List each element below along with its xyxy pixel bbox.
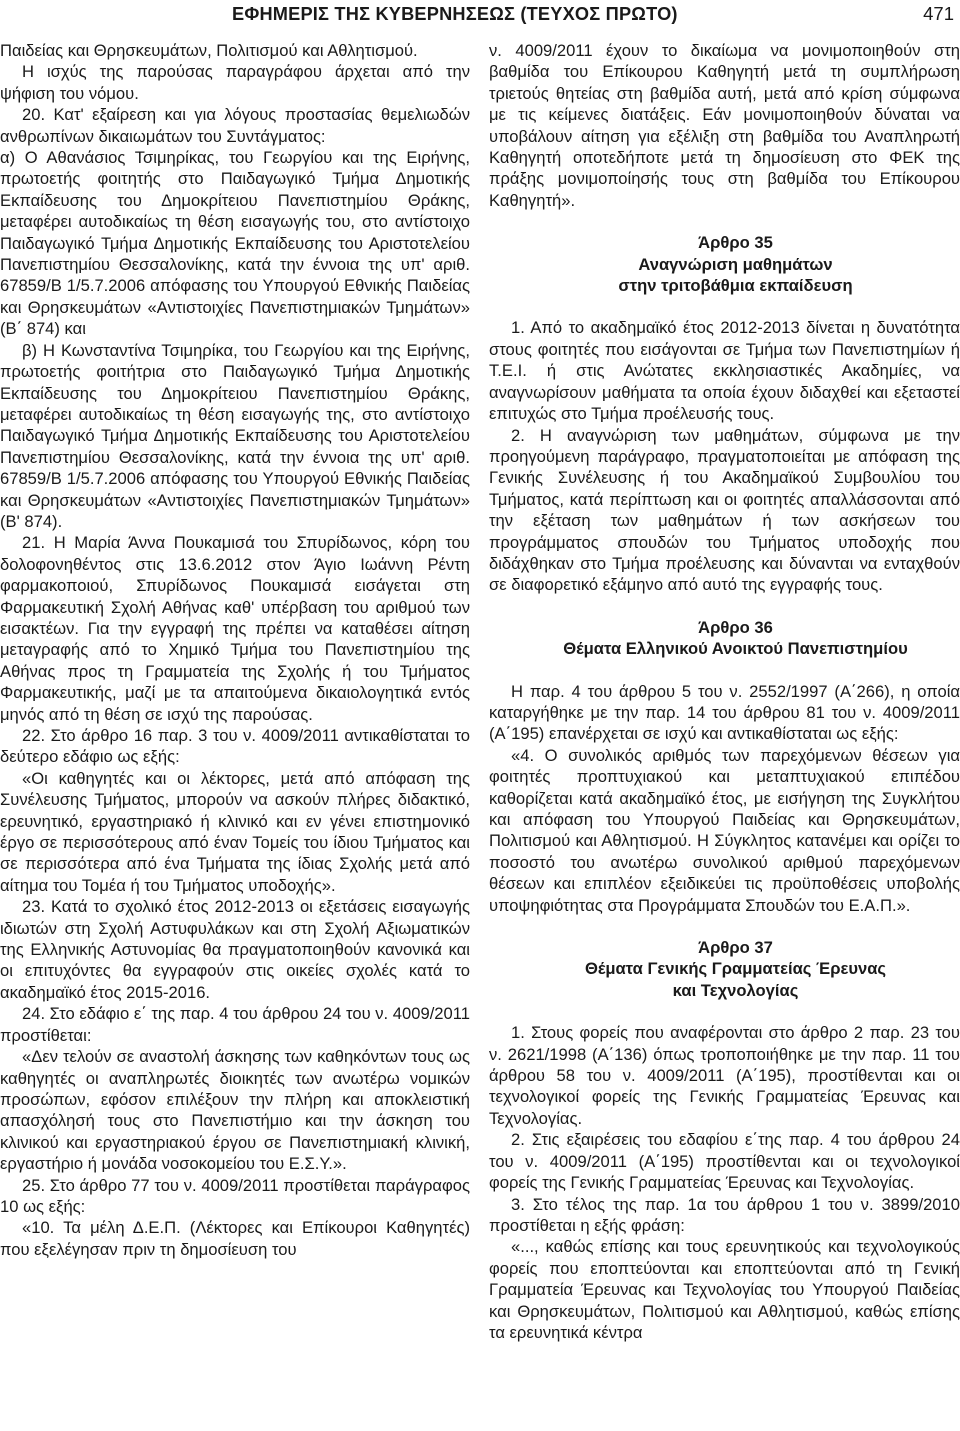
paragraph: 22. Στο άρθρο 16 παρ. 3 του ν. 4009/2011 αντικαθίσταται το δεύτερο εδάφιο ως εξής: [0, 726, 470, 767]
paragraph: 23. Κατά το σχολικό έτος 2012-2013 οι εξετάσεις εισαγωγής ιδιωτών στη Σχολή Αστυφυλάκων και στη Σχολή Αξιωματικών της Ελληνικής Αστυνομίας θα πραγματοποιηθούν κανονικά και οι επιτυχόντες θα εγγραφούν στις οικείες σχολές κατά το ακαδημαϊκό έτος 2015-2016. [0, 897, 470, 1002]
right-column [489, 40, 960, 1425]
paragraph: «Οι καθηγητές και οι λέκτορες, μετά από απόφαση της Συνέλευσης Τμήματος, μπορούν να ασκούν πλήρες διδακτικό, ερευνητικό, εργαστηριακό ή κλινικό και εν γένει επιστημονικό έργο σε περισσότερους από έναν Τομείς του ίδιου Τμήματος και σε περισσότερα από ένα Τμήματα της ίδιας Σχολής μετά από αίτημα του Τομέα ή του Τμήματος υποδοχής». [0, 768, 470, 895]
paragraph: 2. Στις εξαιρέσεις του εδαφίου ε΄της παρ. 4 του άρθρου 24 του ν. 4009/2011 (Α΄195) προστίθενται και οι τεχνολογικοί φορείς της Γενικής Γραμματείας Έρευνας και Τεχνολογίας. [489, 1130, 960, 1193]
article-36-title: Θέματα Ελληνικού Ανοικτού Πανεπιστημίου [563, 639, 908, 659]
paragraph: ν. 4009/2011 έχουν το δικαίωμα να μονιμοποιηθούν στη βαθμίδα του Επίκουρου Καθηγητή μετά τη συμπλήρωση τριετούς θητείας στη βαθμίδα αυτή, μετά από κρίση σύμφωνα με τις κείμενες διατάξεις. Εάν μονιμοποιηθούν δύναται να υποβάλουν αίτηση για εξέλιξη στη βαθμίδα του Αναπληρωτή Καθηγητή οποτεδήποτε μετά τη δημοσίευση στο ΦΕΚ της πράξης μονιμοποίησής τους στη βαθμίδα του Επίκουρου Καθηγητή». [489, 41, 960, 210]
gazette-title: ΕΦΗΜΕΡΙΣ ΤΗΣ ΚΥΒΕΡΝΗΣΕΩΣ (ΤΕΥΧΟΣ ΠΡΩΤΟ) [232, 4, 678, 24]
paragraph: «10. Τα μέλη Δ.Ε.Π. (Λέκτορες και Επίκουροι Καθηγητές) που εξελέγησαν πριν τη δημοσίευση του [0, 1218, 470, 1259]
page-number: 471 [923, 3, 954, 24]
left-column [0, 40, 470, 1425]
paragraph: 3. Στο τέλος της παρ. 1α του άρθρου 1 του ν. 3899/2010 προστίθεται η εξής φράση: [489, 1194, 960, 1235]
paragraph: «..., καθώς επίσης και τους ερευνητικούς και τεχνολογικούς φορείς που εποπτεύονται και εποπτεύονται από τη Γενική Γραμματεία Έρευνας και Τεχνολογίας του Υπουργού Παιδείας και Θρησκευμάτων, Πολιτισμού και Αθλητισμού, καθώς επίσης τα ερευνητικά κέντρα [489, 1237, 960, 1342]
paragraph: Παιδείας και Θρησκευμάτων, Πολιτισμού και Αθλητισμού. [0, 41, 418, 60]
page-header [0, 0, 960, 34]
paragraph: 24. Στο εδάφιο ε΄ της παρ. 4 του άρθρου 24 του ν. 4009/2011 προστίθεται: [0, 1004, 470, 1045]
article-35-title-line-1: Αναγνώριση μαθημάτων [638, 254, 833, 274]
paragraph: Η ισχύς της παρούσας παραγράφου άρχεται από την ψήφιση του νόμου. [0, 62, 470, 103]
paragraph: 1. Στους φορείς που αναφέρονται στο άρθρο 2 παρ. 23 του ν. 2621/1998 (Α΄136) όπως τροποποιήθηκε με την παρ. 11 του άρθρου 58 του ν. 4009/2011 (Α΄195), προστίθενται και οι τεχνολογικοί φορείς της Γενικής Γραμματείας Έρευνας και Τεχνολογίας. [489, 1023, 960, 1128]
paragraph: 2. Η αναγνώριση των μαθημάτων, σύμφωνα με την προηγούμενη παράγραφο, πραγματοποιείται με απόφαση της Γενικής Συνέλευσης ή του Ακαδημαϊκού Συμβουλίου του Τμήματος, κατά περίπτωση και οι φοιτητές απαλλάσσονται από την εξέταση των μαθημάτων ή των ασκήσεων του προγράμματος σπουδών του Τμήματος υποδοχής που διδάχθηκαν στο Τμήμα προέλευσης και δύνανται να ενταχθούν σε διαφορετικό εξάμηνο από αυτό της εγγραφής τους. [489, 425, 960, 595]
paragraph: 21. Η Μαρία Άννα Πουκαμισά του Σπυρίδωνος, κόρη του δολοφονηθέντος στις 13.6.2012 στον Άγιο Ιωάννη Ρέντη φαρμακοποιού, Σπυρίδωνος Πουκαμισά εισάγεται στη Φαρμακευτική Σχολή Αθήνας καθ' υπέρβαση του αριθμού των εισακτέων. Για την εγγραφή της πρέπει να καταθέσει αίτηση μεταγραφής από το Χημικό Τμήμα του Πανεπιστημίου της Αθήνας προς τη Γραμματεία της Σχολής ή του Τμήματος Φαρμακευτικής, μαζί με τα απαιτούμενα δικαιολογητικά εντός μηνός από τη θέση σε ισχύ της παρούσας. [0, 533, 470, 724]
article-36-number: Άρθρο 36 [698, 617, 773, 637]
paragraph: Η παρ. 4 του άρθρου 5 του ν. 2552/1997 (Α΄266), η οποία καταργήθηκε με την παρ. 14 του άρθρου 81 του ν. 4009/2011 (Α΄195) επανέρχεται σε ισχύ και αντικαθίσταται ως εξής: [489, 681, 960, 744]
paragraph: 1. Από το ακαδημαϊκό έτος 2012-2013 δίνεται η δυνατότητα στους φοιτητές που εισάγονται σε Τμήμα των Πανεπιστημίων ή Τ.Ε.Ι. ή στις Ανώτατες εκκλησιαστικές Ακαδημίες, να αναγνωρίσουν μαθήματα τα οποία έχουν διδαχθεί και εξεταστεί επιτυχώς στο Τμήμα προέλευσής τους. [489, 318, 960, 424]
article-37-number: Άρθρο 37 [698, 938, 773, 958]
article-35-number: Άρθρο 35 [698, 233, 773, 253]
paragraph: «Δεν τελούν σε αναστολή άσκησης των καθηκόντων τους ως καθηγητές οι αναπληρωτές διοικητές των ανωτέρω νομικών προσώπων, εφόσον επιλέξουν την πλήρη και αποκλειστική απασχόλησή τους στο Πανεπιστήμιο και την άσκηση του κλινικού και εργαστηριακού έργου σε Πανεπιστημιακή κλινική, εργαστήριο ή μονάδα νοσοκομείου του Ε.Σ.Υ.». [0, 1047, 470, 1174]
paragraph: α) Ο Αθανάσιος Τσιμηρίκας, του Γεωργίου και της Ειρήνης, πρωτοετής φοιτητής στο Παιδαγωγικό Τμήμα Δημοτικής Εκπαίδευσης του Δημοκρίτειου Πανεπιστημίου Θράκης, μεταφέρει αυτοδικαίως τη θέση εισαγωγής του, στο αντίστοιχο Παιδαγωγικό Τμήμα Δημοτικής Εκπαίδευσης του Αριστοτελείου Πανεπιστημίου Θεσσαλονίκης, κατά την έννοια της υπ' αριθ. 67859/Β 1/5.7.2006 απόφασης του Υπουργού Εθνικής Παιδείας και Θρησκευμάτων «Αντιστοιχίες Πανεπιστημιακών Τμημάτων» (Β΄ 874) και [0, 148, 470, 339]
paragraph: 20. Κατ' εξαίρεση και για λόγους προστασίας θεμελιωδών ανθρωπίνων δικαιωμάτων του Συντάγματος: [0, 105, 470, 146]
paragraph: «4. Ο συνολικός αριθμός των παρεχόμενων θέσεων για φοιτητές προπτυχιακού και μεταπτυχιακού επιπέδου καθορίζεται κατά ακαδημαϊκό έτος, με εισήγηση της Συγκλήτου και απόφαση του Υπουργού Παιδείας και Θρησκευμάτων, Πολιτισμού και Αθλητισμού. Η Σύγκλητος κατανέμει και ορίζει το ποσοστό του ανωτέρω συνολικού αριθμού παρεχόμενων θέσεων και επιπλέον εξειδικεύει τις προϋποθέσεις υποβολής υποψηφιότητας στα Προγράμματα Σπουδών του Ε.Α.Π.». [489, 745, 960, 915]
article-37-title-line-1: Θέματα Γενικής Γραμματείας Έρευνας [584, 959, 887, 979]
article-35-title-line-2: στην τριτοβάθμια εκπαίδευση [618, 276, 853, 296]
paragraph: β) Η Κωνσταντίνα Τσιμηρίκα, του Γεωργίου και της Ειρήνης, πρωτοετής φοιτήτρια στο Παιδαγωγικό Τμήμα Δημοτικής Εκπαίδευσης του Δημοκρίτειου Πανεπιστημίου Θράκης, μεταφέρει αυτοδικαίως τη θέση εισαγωγής της, στο αντίστοιχο Παιδαγωγικό Τμήμα Δημοτικής Εκπαίδευσης του Αριστοτελείου Πανεπιστημίου Θεσσαλονίκης, κατά την έννοια της υπ' αριθ. 67859/Β 1/5.7.2006 απόφασης του Υπουργού Εθνικής Παιδείας και Θρησκευμάτων «Αντιστοιχίες Πανεπιστημιακών Τμημάτων» (Β' 874). [0, 340, 470, 531]
article-37-title-line-2: και Τεχνολογίας [672, 980, 799, 1000]
paragraph: 25. Στο άρθρο 77 του ν. 4009/2011 προστίθεται παράγραφος 10 ως εξής: [0, 1175, 470, 1216]
